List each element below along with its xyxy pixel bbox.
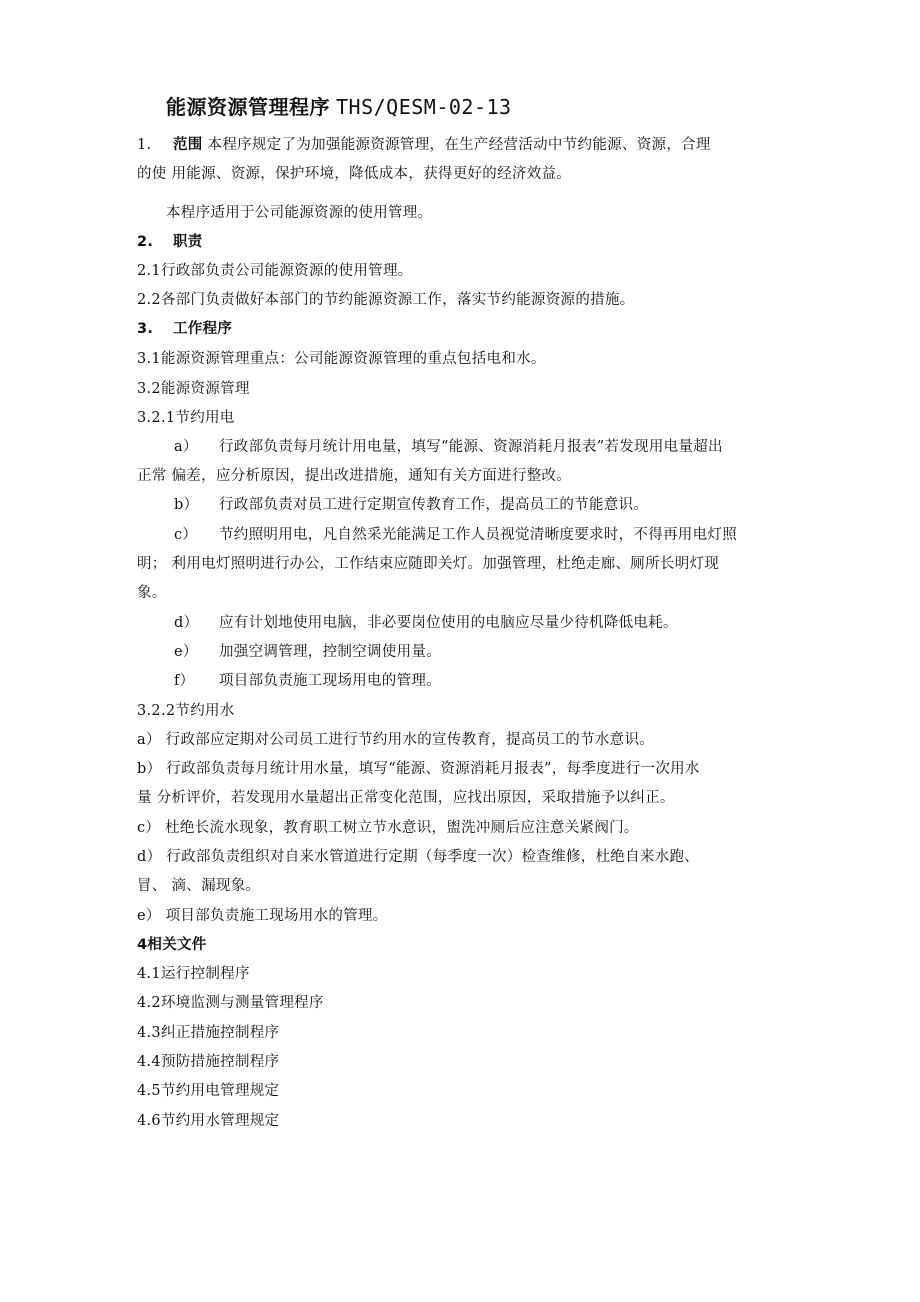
electricity-item-a (174, 436, 723, 458)
item-text: 加强空调管理，控制空调使用量。 (219, 644, 441, 660)
section-1-number: 1. (137, 137, 152, 153)
water-item-b-cont: 量 分析评价，若发现用水量超出正常变化范围，应找出原因，采取措施予以纠正。 (137, 790, 675, 806)
item-text: 项目部负责施工现场用电的管理。 (219, 673, 441, 689)
electricity-item-c-cont-1: 明； 利用电灯照明进行办公，工作结束应随即关灯。加强管理，杜绝走廊、厕所长明灯现 (137, 556, 720, 572)
section-3-2: 3.2能源资源管理 (137, 381, 250, 397)
related-doc-3: 4.3纠正措施控制程序 (137, 1025, 280, 1041)
section-1-text: 本程序规定了为加强能源资源管理，在生产经营活动中节约能源、资源，合理 (207, 137, 711, 153)
document-code: THS/QESM-02-13 (336, 95, 512, 119)
item-label: f） (174, 673, 195, 689)
water-item-b: b） 行政部负责每月统计用水量，填写“能源、资源消耗月报表”，每季度进行一次用水 (137, 761, 700, 777)
related-doc-5: 4.5节约用电管理规定 (137, 1083, 280, 1099)
section-3-number: 3. (137, 321, 154, 337)
section-2-heading: 职责 (173, 234, 203, 250)
item-label: d） (174, 615, 199, 631)
section-3-heading: 工作程序 (173, 321, 233, 337)
electricity-item-b (174, 494, 648, 516)
electricity-item-c-cont-2: 象。 (137, 585, 167, 601)
related-doc-6: 4.6节约用水管理规定 (137, 1113, 280, 1129)
related-doc-4: 4.4预防措施控制程序 (137, 1054, 280, 1070)
related-doc-2: 4.2环境监测与测量管理程序 (137, 995, 324, 1011)
section-1-heading: 范围 (173, 137, 203, 153)
water-item-a: a） 行政部应定期对公司员工进行节约用水的宣传教育，提高员工的节水意识。 (137, 732, 655, 748)
electricity-item-a-cont: 正常 偏差，应分析原因，提出改进措施，通知有关方面进行整改。 (137, 468, 572, 484)
water-item-d-cont: 冒、 滴、漏现象。 (137, 878, 261, 894)
section-1-line-2: 的使 用能源、资源，保护环境，降低成本，获得更好的经济效益。 (137, 166, 572, 182)
item-text: 行政部负责每月统计用电量，填写“能源、资源消耗月报表”若发现用电量超出 (219, 439, 723, 455)
title-text: 能源资源管理程序 (166, 95, 330, 119)
water-item-c: c） 杜绝长流水现象，教育职工树立节水意识，盥洗冲厕后应注意关紧阀门。 (137, 820, 639, 836)
section-1-line-3: 本程序适用于公司能源资源的使用管理。 (166, 205, 433, 221)
item-label: a） (174, 439, 198, 455)
section-3-2-2: 3.2.2节约用水 (137, 703, 235, 719)
water-item-e: e） 项目部负责施工现场用水的管理。 (137, 908, 388, 924)
item-label: b） (174, 497, 199, 513)
document-title (166, 93, 512, 121)
item-label: c） (174, 527, 198, 543)
item-text: 节约照明用电，凡自然采光能满足工作人员视觉清晰度要求时，不得再用电灯照 (219, 527, 737, 543)
section-3-1: 3.1能源资源管理重点：公司能源资源管理的重点包括电和水。 (137, 351, 546, 367)
item-text: 应有计划地使用电脑，非必要岗位使用的电脑应尽量少待机降低电耗。 (219, 615, 678, 631)
water-item-d: d） 行政部负责组织对自来水管道进行定期（每季度一次）检查维修，杜绝自来水跑、 (137, 849, 700, 865)
electricity-item-c (174, 524, 737, 546)
section-3-2-1: 3.2.1节约用电 (137, 410, 235, 426)
section-2-heading-row (137, 231, 203, 253)
electricity-item-f (174, 670, 441, 692)
electricity-item-e (174, 641, 441, 663)
section-2-item-2: 2.2各部门负责做好本部门的节约能源资源工作，落实节约能源资源的措施。 (137, 292, 635, 308)
related-doc-1: 4.1运行控制程序 (137, 966, 250, 982)
section-4-heading: 4相关文件 (137, 937, 207, 953)
section-2-item-1: 2.1行政部负责公司能源资源的使用管理。 (137, 263, 413, 279)
item-text: 行政部负责对员工进行定期宣传教育工作，提高员工的节能意识。 (219, 497, 649, 513)
section-3-heading-row (137, 318, 232, 340)
section-2-number: 2. (137, 234, 154, 250)
section-1-line-1 (137, 134, 711, 156)
electricity-item-d (174, 612, 678, 634)
item-label: e） (174, 644, 198, 660)
